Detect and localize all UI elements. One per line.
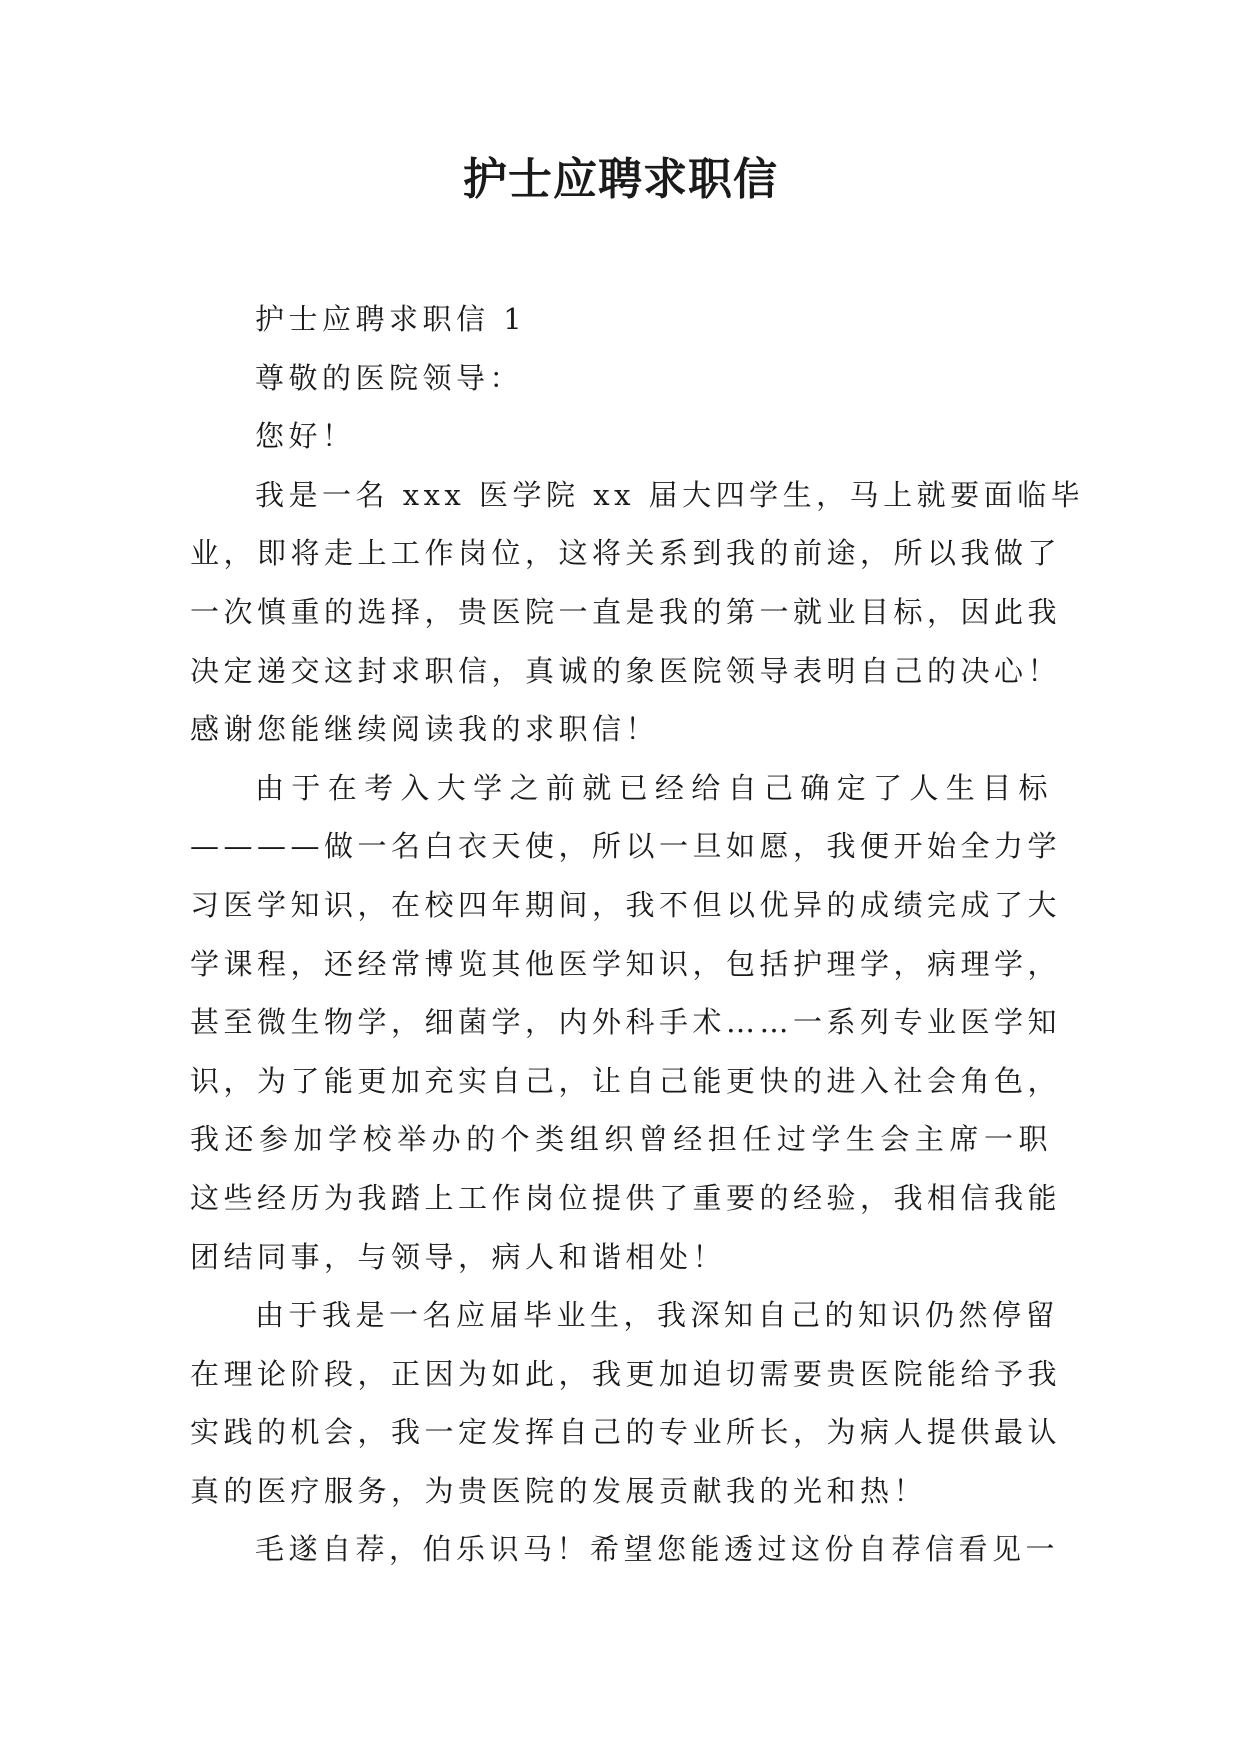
text-line: 决定递交这封求职信，真诚的象医院领导表明自己的决心！ [190, 653, 1062, 688]
letter-body [190, 290, 1085, 1579]
text-line: 习医学知识，在校四年期间，我不但以优异的成绩完成了大 [190, 887, 1062, 922]
text-line: 护士应聘求职信 1 [255, 302, 527, 336]
text-line: 毛遂自荐，伯乐识马！希望您能透过这份自荐信看见一 [255, 1532, 1060, 1567]
text-line: ————做一名白衣天使，所以一旦如愿，我便开始全力学 [190, 829, 1062, 864]
text-line: 实践的机会，我一定发挥自己的专业所长，为病人提供最认 [190, 1415, 1062, 1450]
text-line: 团结同事，与领导，病人和谐相处！ [190, 1239, 727, 1274]
text-line: 学课程，还经常博览其他医学知识，包括护理学，病理学， [190, 946, 1062, 981]
text-line: 真的医疗服务，为贵医院的发展贡献我的光和热！ [190, 1473, 928, 1508]
text-line: 由于在考入大学之前就已经给自己确定了人生目标 [255, 770, 1052, 805]
text-line: 这些经历为我踏上工作岗位提供了重要的经验，我相信我能 [190, 1180, 1062, 1215]
text-line: 在理论阶段，正因为如此，我更加迫切需要贵医院能给予我 [190, 1356, 1062, 1391]
document-title: 护士应聘求职信 [463, 154, 778, 205]
text-line: 我还参加学校举办的个类组织曾经担任过学生会主席一职 [190, 1122, 1052, 1157]
text-line: 业，即将走上工作岗位，这将关系到我的前途，所以我做了 [190, 536, 1062, 571]
text-line: 由于我是一名应届毕业生，我深知自己的知识仍然停留 [255, 1298, 1060, 1333]
text-line: 甚至微生物学，细菌学，内外科手术……一系列专业医学知 [190, 1005, 1062, 1040]
text-line: 尊敬的医院领导： [255, 360, 524, 395]
text-line: 感谢您能继续阅读我的求职信！ [190, 712, 660, 747]
text-line: 您好！ [255, 419, 356, 454]
text-line: 我是一名 xxx 医学院 xx 届大四学生，马上就要面临毕 [255, 477, 1085, 512]
text-line: 识，为了能更加充实自己，让自己能更快的进入社会角色， [190, 1063, 1062, 1098]
text-line: 一次慎重的选择，贵医院一直是我的第一就业目标，因此我 [190, 594, 1062, 629]
